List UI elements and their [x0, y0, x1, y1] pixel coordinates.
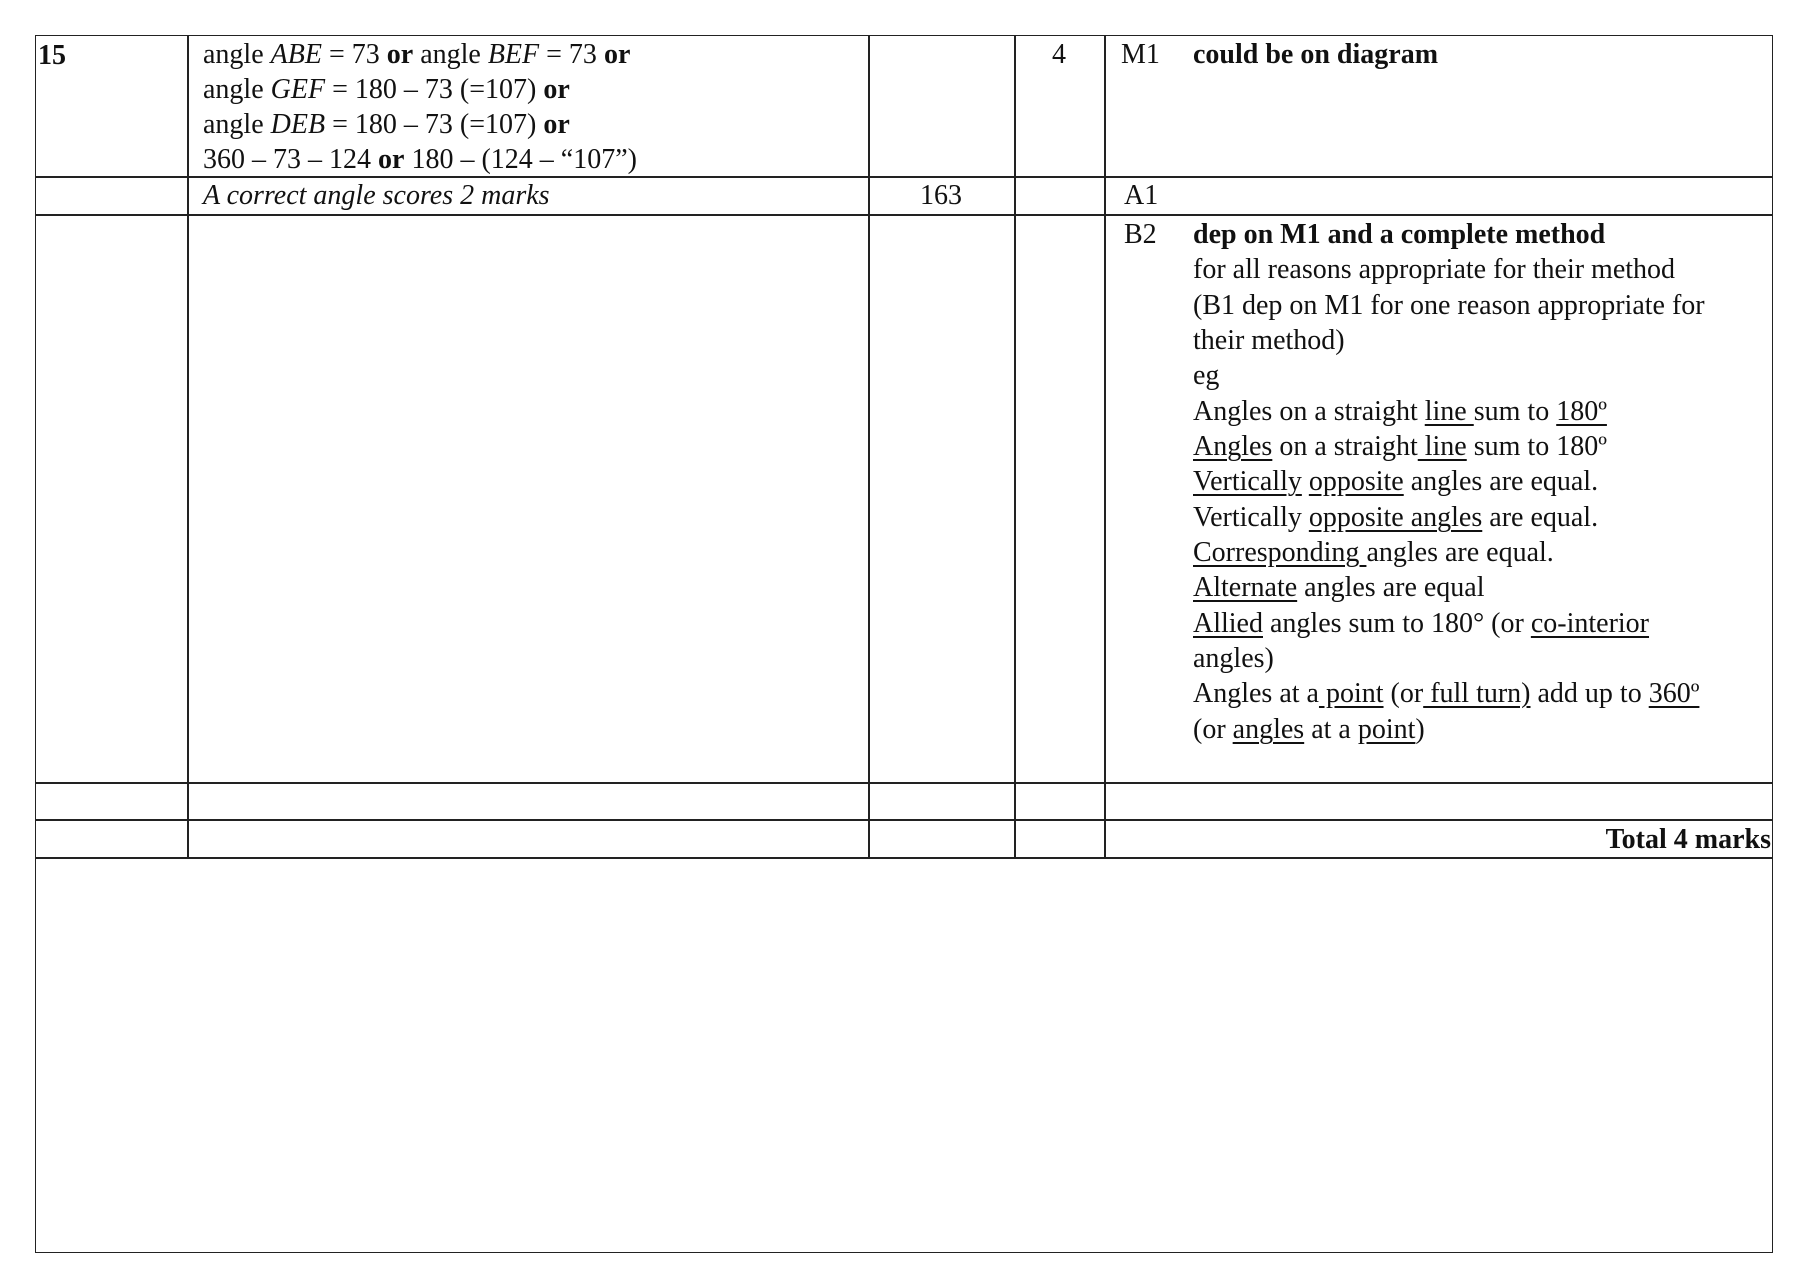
column-divider	[187, 35, 189, 859]
note-line	[1193, 464, 1598, 500]
note-line	[1193, 535, 1554, 571]
text-segment: 360º	[1648, 678, 1700, 709]
text-segment: angles sum to 180° (or	[1263, 608, 1531, 639]
text-segment: dep on M1 and a complete method	[1193, 219, 1606, 250]
text-segment: Vertically	[1193, 502, 1309, 533]
text-segment: or	[543, 74, 570, 105]
text-segment: add up to	[1530, 678, 1649, 709]
text-segment: BEF	[487, 39, 540, 70]
text-segment: opposite	[1308, 466, 1404, 497]
text-segment: sum to 180º	[1466, 431, 1607, 462]
text-segment: point	[1318, 678, 1384, 709]
text-segment: (or	[1383, 678, 1424, 709]
total-marks: Total 4 marks	[1605, 824, 1771, 855]
column-divider	[1104, 35, 1106, 859]
text-segment: )	[1415, 714, 1425, 745]
text-segment: eg	[1193, 360, 1220, 391]
text-segment: their method)	[1193, 325, 1345, 356]
text-segment: sum to	[1473, 396, 1557, 427]
answer-value: 163	[920, 180, 962, 211]
text-segment: for all reasons appropriate for their method	[1193, 254, 1676, 285]
note-line	[1193, 429, 1607, 465]
text-segment: Alternate	[1193, 572, 1298, 603]
text-segment: line	[1417, 431, 1467, 462]
text-segment: = 73	[539, 39, 604, 70]
column-divider	[868, 35, 870, 859]
note-line	[1193, 570, 1485, 606]
note-line	[1193, 394, 1607, 430]
text-segment: are equal.	[1482, 502, 1599, 533]
mark-code-a1: A1	[1124, 180, 1159, 211]
text-segment: ABE	[270, 39, 322, 70]
text-segment: Vertically	[1193, 466, 1302, 497]
note-line	[1193, 288, 1705, 324]
text-segment	[1302, 466, 1309, 497]
text-segment: or	[543, 109, 570, 140]
text-segment: Allied	[1193, 608, 1263, 639]
text-segment: angles are equal	[1297, 572, 1485, 603]
text-segment: GEF	[270, 74, 326, 105]
text-segment: angle	[413, 39, 488, 70]
text-segment: co-interior	[1530, 608, 1650, 639]
text-segment: (B1 dep on M1 for one reason appropriate for	[1193, 290, 1705, 321]
text-segment: angles)	[1193, 643, 1274, 674]
note-line	[1193, 358, 1219, 394]
text-segment: DEB	[270, 109, 326, 140]
text-segment: Angles at a	[1193, 678, 1319, 709]
marks-value: 4	[1052, 39, 1066, 70]
text-segment: 180º	[1556, 396, 1607, 427]
text-segment: angles are equal.	[1366, 537, 1554, 568]
working-note: A correct angle scores 2 marks	[203, 180, 550, 211]
text-segment: or	[603, 39, 631, 70]
notes-m1: could be on diagram	[1193, 39, 1439, 70]
row-divider	[35, 782, 1773, 784]
text-segment: or	[386, 39, 414, 70]
text-segment: line	[1424, 396, 1474, 427]
text-segment: angle	[203, 39, 271, 70]
text-segment: = 180 – 73 (=107)	[325, 74, 544, 105]
text-segment: on a straight	[1272, 431, 1418, 462]
text-segment: angles	[1232, 714, 1305, 745]
note-line	[1193, 252, 1675, 288]
text-segment: Corresponding	[1193, 537, 1367, 568]
column-divider	[1014, 35, 1016, 859]
text-segment: at a	[1304, 714, 1358, 745]
question-number: 15	[38, 40, 66, 71]
note-line	[1193, 500, 1598, 536]
text-segment: angle	[203, 74, 271, 105]
text-segment: = 73	[321, 39, 387, 70]
text-segment: 360 – 73 – 124	[203, 144, 378, 175]
mark-code-b2: B2	[1124, 219, 1157, 250]
note-line	[1193, 676, 1699, 712]
row-divider	[35, 214, 1773, 216]
note-line	[1193, 606, 1649, 642]
working-line	[203, 142, 637, 178]
note-line	[1193, 641, 1274, 677]
working-line	[203, 72, 570, 108]
working-line	[203, 37, 630, 73]
note-line	[1193, 712, 1425, 748]
text-segment: angles are equal.	[1403, 466, 1599, 497]
text-segment: 180 – (124 – “107”)	[404, 144, 637, 175]
text-segment: full turn)	[1423, 678, 1531, 709]
text-segment: (or	[1193, 714, 1233, 745]
text-segment: or	[378, 144, 405, 175]
mark-code-m1: M1	[1121, 39, 1160, 70]
text-segment: angle	[203, 109, 271, 140]
note-line	[1193, 323, 1345, 359]
text-segment: = 180 – 73 (=107)	[325, 109, 544, 140]
working-line	[203, 107, 570, 143]
text-segment: opposite angles	[1308, 502, 1483, 533]
note-line	[1193, 217, 1605, 253]
text-segment: point	[1357, 714, 1416, 745]
text-segment: Angles	[1193, 431, 1273, 462]
text-segment: Angles on a straight	[1193, 396, 1425, 427]
row-divider	[35, 819, 1773, 821]
